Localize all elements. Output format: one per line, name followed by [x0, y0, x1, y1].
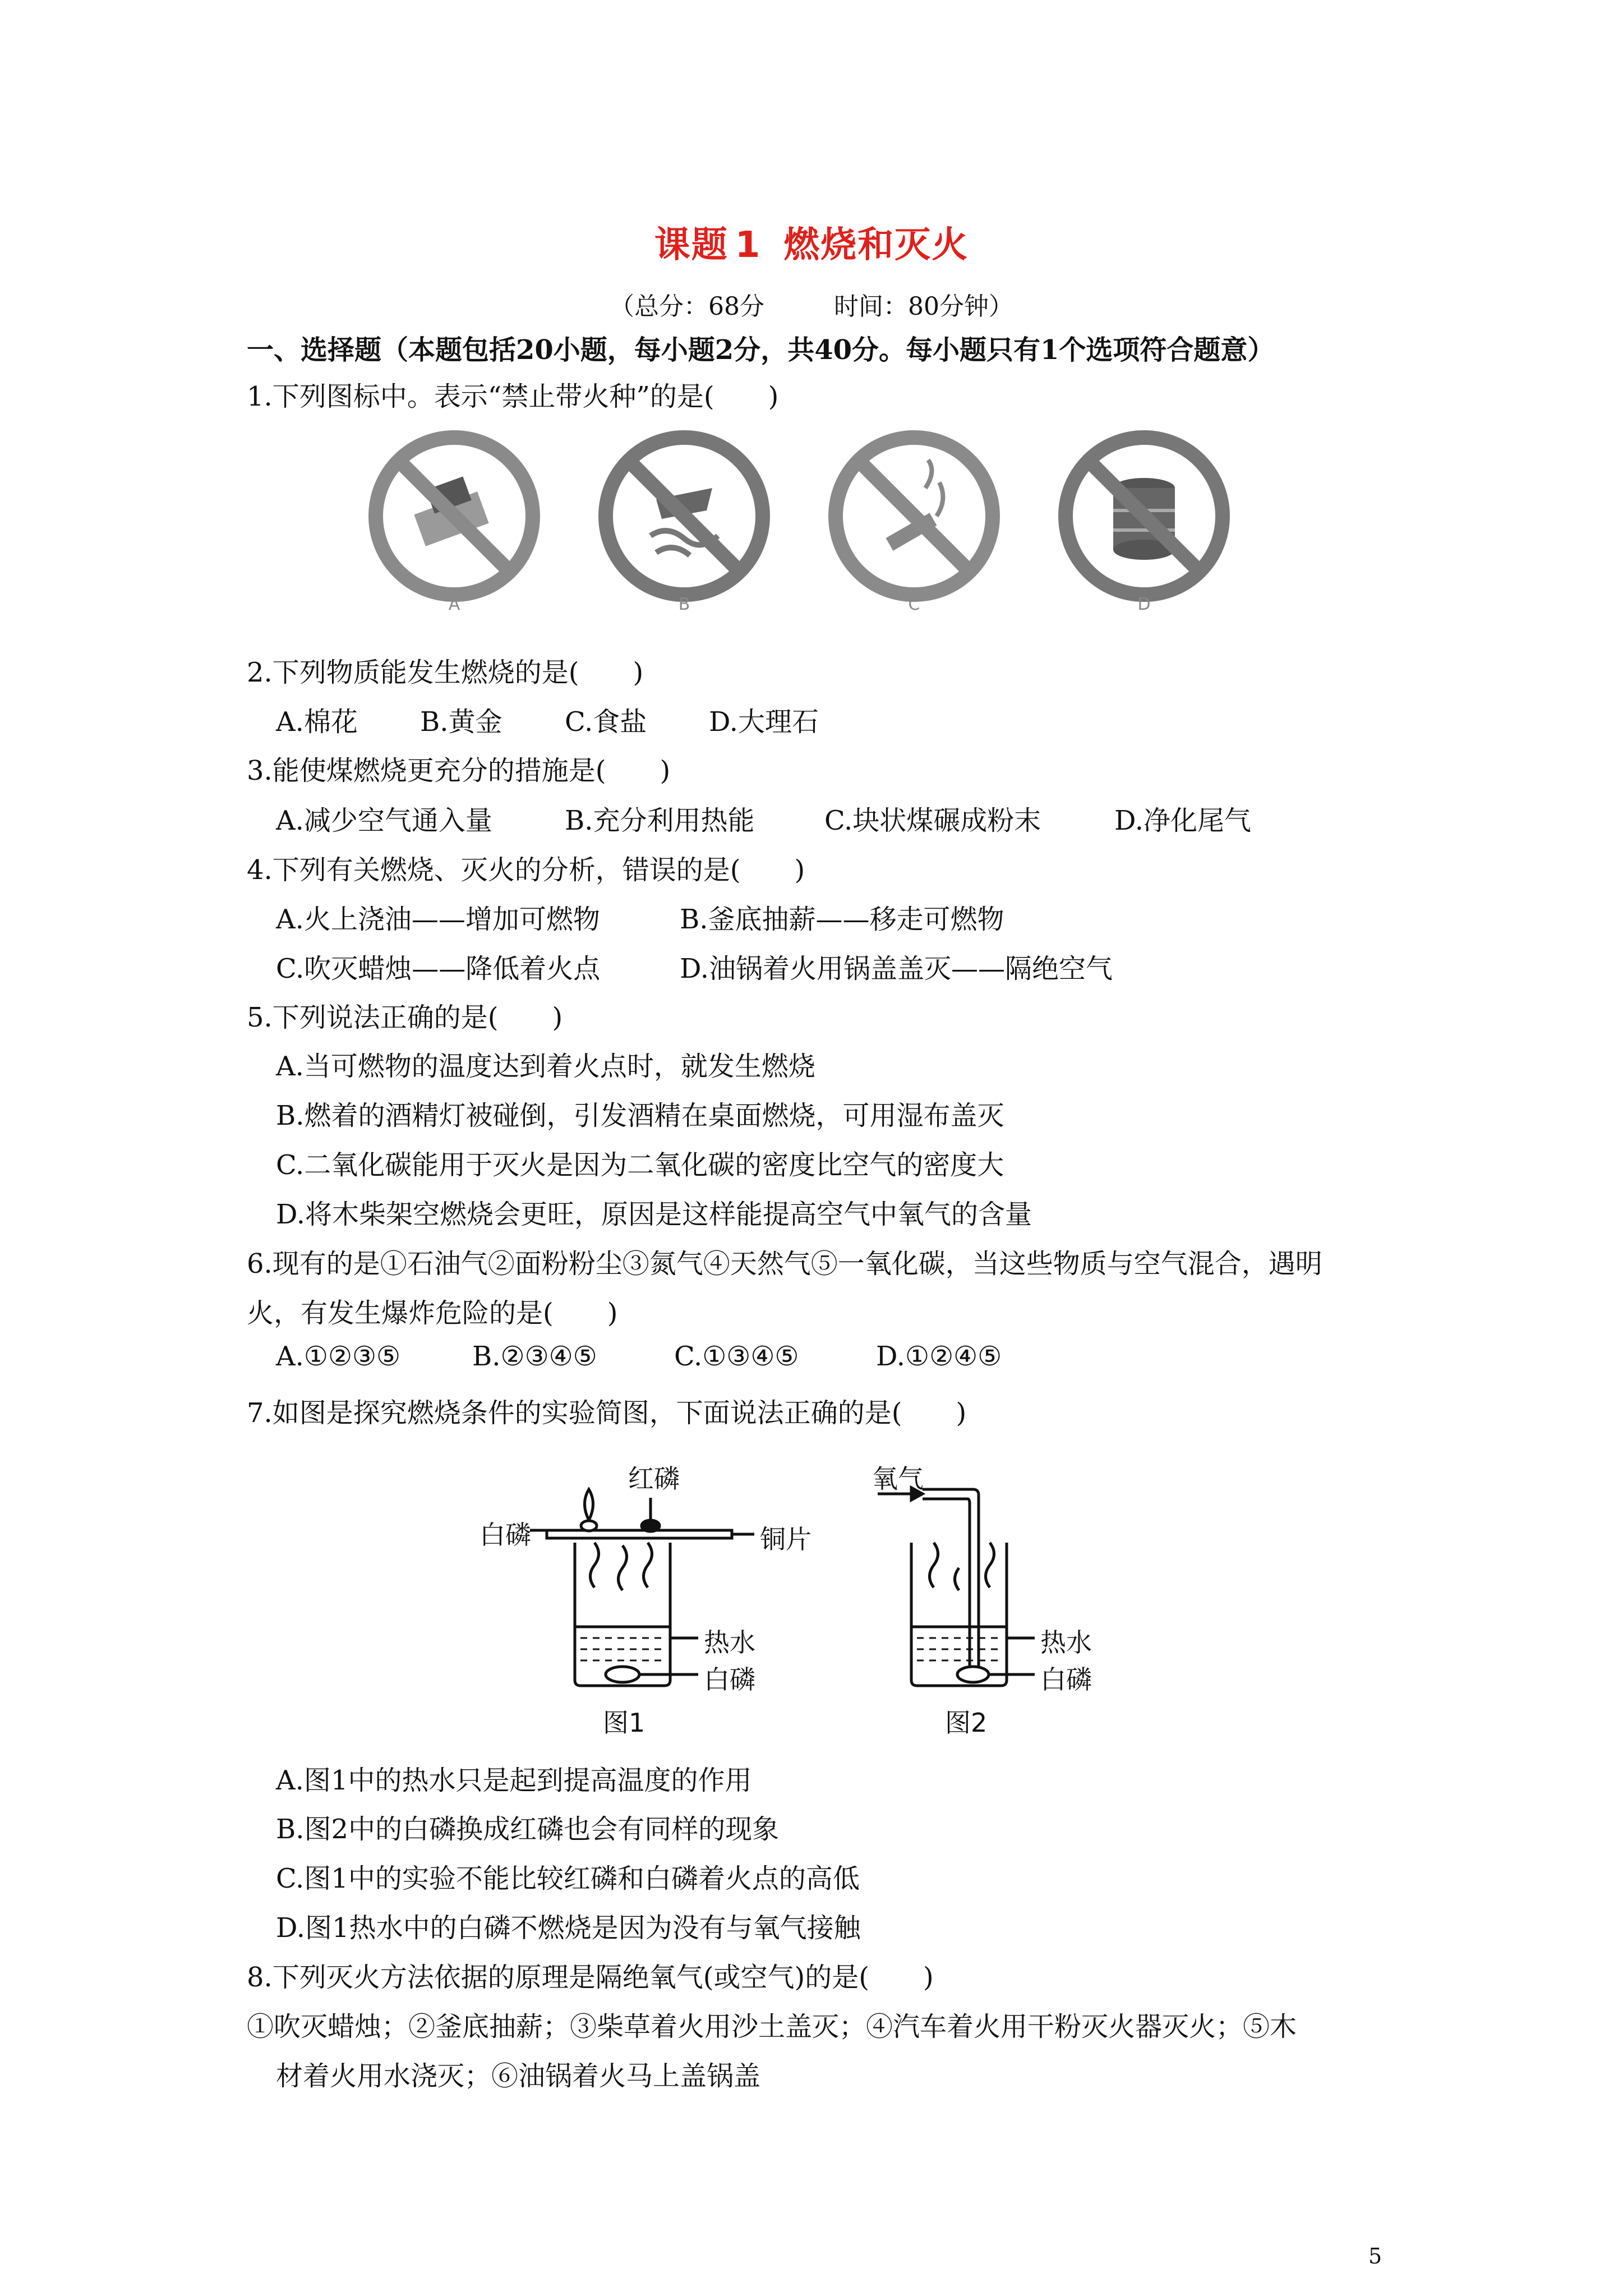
page-number: 5: [1368, 2244, 1382, 2269]
sign-c-label: C: [908, 595, 920, 614]
label-white-phosphorus-top: 白磷: [479, 1520, 531, 1550]
question-8-items-cont: 材着火用水浇灭；⑥油锅着火马上盖锅盖: [276, 2060, 761, 2092]
sign-c: [824, 426, 1004, 614]
q4-option-d: D.油锅着火用锅盖盖灭——隔绝空气: [680, 953, 1113, 984]
q3-option-c: C.块状煤碾成粉末: [824, 805, 1041, 836]
q5-option-d: D.将木柴架空燃烧会更旺，原因是这样能提高空气中氧气的含量: [276, 1199, 1032, 1230]
total-score: （总分：68分: [610, 292, 764, 321]
q2-option-b: B.黄金: [420, 706, 502, 738]
sign-a: [365, 426, 544, 614]
question-8-stem: 8.下列灭火方法依据的原理是隔绝氧气(或空气)的是( ): [247, 1962, 934, 1993]
question-6-stem: 6.现有的是①石油气②面粉粉尘③氮气④天然气⑤一氧化碳，当这些物质与空气混合，遇明: [247, 1248, 1322, 1280]
q7-option-c: C.图1中的实验不能比较红磷和白磷着火点的高低: [276, 1863, 860, 1894]
q6-option-d: D.①②④⑤: [876, 1341, 1002, 1372]
q1-signs: [365, 426, 1318, 634]
title-prefix: 课题: [654, 224, 728, 266]
question-4-stem: 4.下列有关燃烧、灭火的分析，错误的是( ): [247, 854, 805, 886]
q2-option-c: C.食盐: [565, 706, 647, 738]
sign-a-label: A: [448, 595, 460, 614]
title-text: 燃烧和灭火: [783, 224, 969, 266]
q5-option-b: B.燃着的酒精灯被碰倒，引发酒精在桌面燃烧，可用湿布盖灭: [276, 1100, 1004, 1131]
no-firecrackers-icon: [594, 426, 774, 606]
q6-option-a: A.①②③⑤: [276, 1341, 401, 1372]
label-red-phosphorus: 红磷: [628, 1464, 680, 1494]
sign-d: [1054, 426, 1234, 614]
label-white-phosphorus-1: 白磷: [704, 1664, 755, 1695]
q7-option-d: D.图1热水中的白磷不燃烧是因为没有与氧气接触: [276, 1912, 861, 1944]
label-oxygen: 氧气: [872, 1464, 924, 1494]
question-1-stem: 1.下列图标中。表示“禁止带火种”的是( ): [247, 381, 779, 412]
q7-option-a: A.图1中的热水只是起到提高温度的作用: [276, 1765, 752, 1796]
diagram-drawing: [479, 1458, 1158, 1739]
q2-option-a: A.棉花: [276, 706, 358, 738]
combustion-experiment-diagram: [479, 1458, 1158, 1739]
no-smoking-icon: [824, 426, 1004, 606]
q3-option-d: D.净化尾气: [1114, 805, 1252, 836]
label-figure-1: 图1: [603, 1708, 645, 1738]
q2-option-d: D.大理石: [709, 706, 819, 738]
question-8-items: ①吹灭蜡烛；②釜底抽薪；③柴草着火用沙土盖灭；④汽车着火用干粉灭火器灭火；⑤木: [247, 2011, 1297, 2042]
sign-b: [594, 426, 774, 614]
q4-option-c: C.吹灭蜡烛——降低着火点: [276, 953, 601, 984]
question-2-stem: 2.下列物质能发生燃烧的是( ): [247, 657, 644, 688]
q4-option-b: B.釜底抽薪——移走可燃物: [680, 904, 1004, 935]
question-6-stem-cont: 火，有发生爆炸危险的是( ): [247, 1297, 618, 1329]
q5-option-c: C.二氧化碳能用于灭火是因为二氧化碳的密度比空气的密度大: [276, 1149, 1004, 1181]
q5-option-a: A.当可燃物的温度达到着火点时，就发生燃烧: [276, 1051, 815, 1082]
section-heading: 一、选择题（本题包括20小题，每小题2分，共40分。每小题只有1个选项符合题意）: [247, 334, 1275, 366]
q3-option-b: B.充分利用热能: [565, 805, 755, 836]
label-figure-2: 图2: [945, 1708, 988, 1738]
title-number: 1: [735, 224, 762, 266]
page-title: [0, 216, 1623, 268]
q3-option-a: A.减少空气通入量: [276, 805, 492, 836]
question-3-stem: 3.能使煤燃烧更充分的措施是( ): [247, 755, 671, 786]
no-matches-icon: [365, 426, 544, 606]
q6-option-c: C.①③④⑤: [674, 1341, 799, 1372]
sign-b-label: B: [678, 595, 690, 614]
no-fuel-barrel-icon: [1054, 426, 1234, 606]
q6-option-b: B.②③④⑤: [472, 1341, 597, 1372]
label-white-phosphorus-2: 白磷: [1040, 1664, 1092, 1695]
q7-option-b: B.图2中的白磷换成红磷也会有同样的现象: [276, 1814, 780, 1845]
question-7-stem: 7.如图是探究燃烧条件的实验简图，下面说法正确的是( ): [247, 1397, 967, 1429]
exam-time: 时间：80分钟）: [834, 292, 1013, 321]
q4-option-a: A.火上浇油——增加可燃物: [276, 904, 600, 935]
label-hot-water-1: 热水: [704, 1627, 755, 1658]
question-5-stem: 5.下列说法正确的是( ): [247, 1002, 563, 1033]
sign-d-label: D: [1137, 595, 1151, 614]
label-copper-sheet: 铜片: [760, 1524, 811, 1554]
exam-info: [0, 286, 1623, 322]
label-hot-water-2: 热水: [1040, 1627, 1092, 1658]
